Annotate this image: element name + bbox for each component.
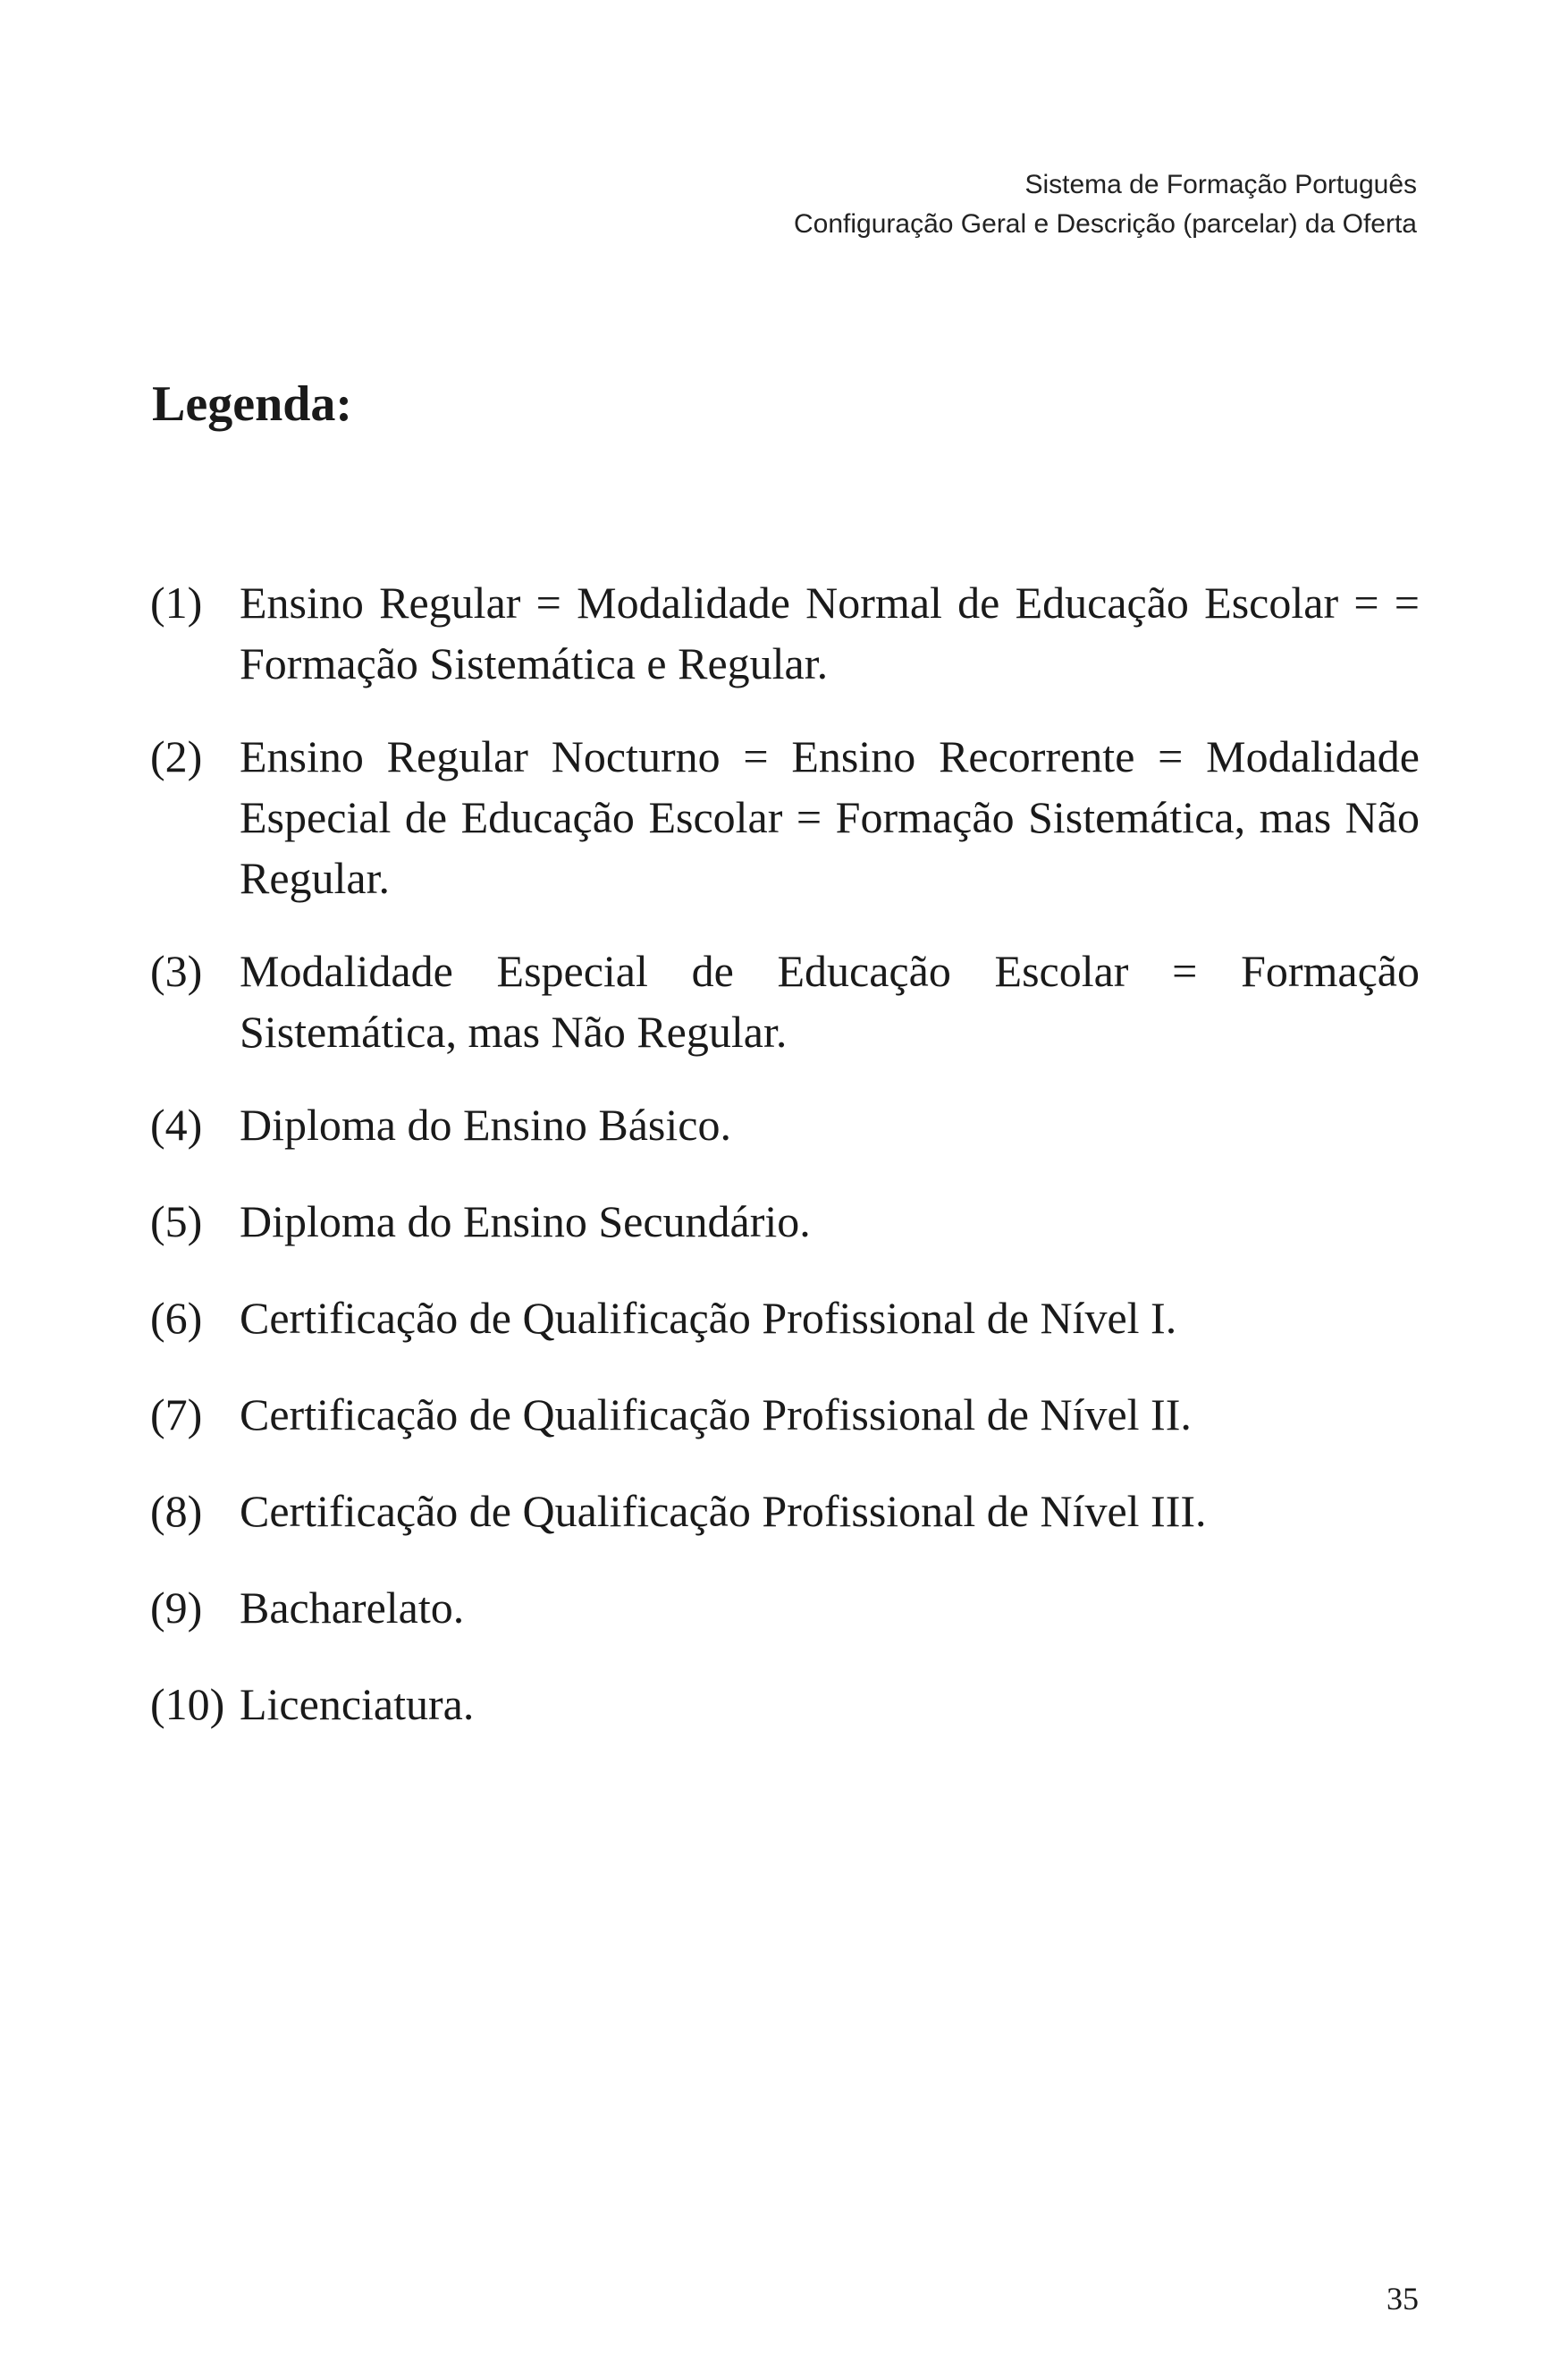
legend-item-number: (7) [150, 1389, 203, 1439]
legend-list [150, 572, 1420, 1770]
legend-item-text: Ensino Regular = Modalidade Normal de Educação Escolar = = Formação Sistemática e Regular. [240, 578, 1420, 688]
legend-item [150, 1384, 1420, 1445]
legend-item-number: (1) [150, 578, 203, 628]
legend-item [150, 1094, 1420, 1155]
legend-item-number: (10) [150, 1679, 225, 1729]
legend-title: Legenda: [152, 376, 352, 432]
legend-item-number: (2) [150, 731, 203, 781]
legend-item-text: Certificação de Qualificação Profissional de Nível III. [240, 1486, 1207, 1536]
legend-item [150, 1674, 1420, 1734]
legend-item [150, 1287, 1420, 1348]
legend-item [150, 726, 1420, 908]
legend-item-number: (8) [150, 1486, 203, 1536]
legend-item [150, 1481, 1420, 1541]
legend-item-text: Licenciatura. [240, 1679, 475, 1729]
legend-item-number: (5) [150, 1196, 203, 1246]
legend-item [150, 1577, 1420, 1638]
legend-item-number: (9) [150, 1582, 203, 1633]
legend-item [150, 1191, 1420, 1252]
legend-item [150, 572, 1420, 694]
header-line-1: Sistema de Formação Português [1024, 170, 1417, 199]
page-number: 35 [1387, 2281, 1419, 2317]
legend-item [150, 941, 1420, 1062]
legend-item-text: Certificação de Qualificação Profissional de Nível I. [240, 1293, 1177, 1343]
running-header [794, 165, 1417, 244]
legend-item-number: (3) [150, 946, 203, 996]
legend-item-text: Bacharelato. [240, 1582, 465, 1633]
legend-item-text: Modalidade Especial de Educação Escolar = Formação Sistemática, mas Não Regular. [240, 946, 1420, 1057]
header-line-2: Configuração Geral e Descrição (parcelar) da Oferta [794, 209, 1417, 239]
legend-item-text: Certificação de Qualificação Profissional de Nível II. [240, 1389, 1192, 1439]
legend-item-text: Diploma do Ensino Secundário. [240, 1196, 811, 1246]
legend-item-text: Diploma do Ensino Básico. [240, 1100, 731, 1150]
legend-item-number: (4) [150, 1100, 203, 1150]
legend-item-text: Ensino Regular Nocturno = Ensino Recorrente = Modalidade Especial de Educação Escolar = Formação Sistemática, mas Não Regular. [240, 731, 1420, 903]
legend-item-number: (6) [150, 1293, 203, 1343]
